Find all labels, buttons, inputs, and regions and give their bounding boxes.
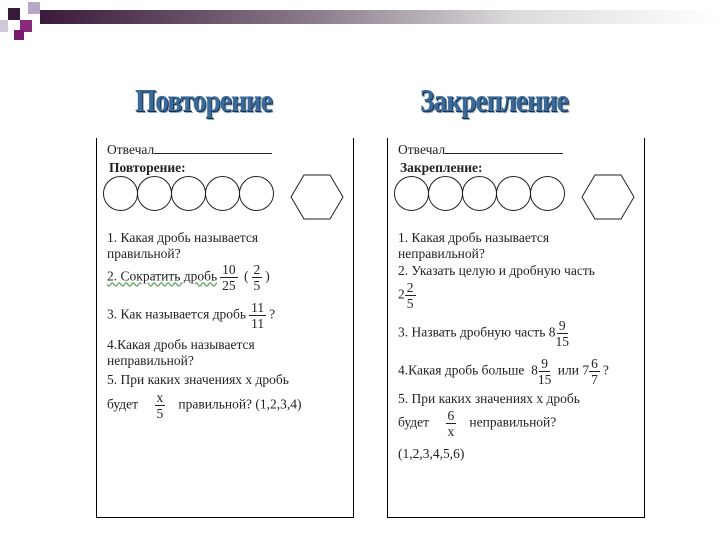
denominator: 15 (555, 334, 569, 349)
circle-shape (530, 176, 565, 211)
fraction (249, 300, 266, 331)
whole-part: 8 (548, 324, 556, 340)
fraction (446, 408, 457, 439)
numerator: 6 (447, 408, 455, 423)
numerator: 2 (253, 262, 261, 277)
question-1: 1. Какая дробь называется (398, 230, 550, 245)
answered-line (107, 142, 272, 158)
question-3 (107, 300, 275, 331)
fraction (555, 318, 569, 349)
circle-shape (496, 176, 531, 211)
question-3 (398, 318, 572, 349)
numerator: 2 (406, 280, 414, 295)
slide-title-left: Повторение (135, 82, 272, 118)
denominator: 25 (222, 278, 236, 293)
fraction (405, 280, 416, 311)
q3-text: 3. Назвать дробную часть (398, 324, 546, 340)
question-2: 2. Указать целую и дробную часть (398, 263, 595, 278)
deco-square (8, 8, 20, 20)
circle-shape (428, 176, 463, 211)
circle-shape (103, 176, 138, 211)
deco-square (28, 2, 40, 14)
denominator: 5 (156, 406, 164, 421)
numerator: 6 (591, 356, 598, 371)
fraction (538, 356, 552, 387)
question-5: 5. При каких значениях х дробь (398, 391, 580, 406)
q5-post: неправильной? (469, 414, 557, 430)
numerator: 10 (222, 262, 236, 277)
paren: ) (265, 268, 270, 284)
header-gradient-bar (40, 10, 720, 24)
mixed-number (398, 280, 419, 311)
question-1-cont: правильной? (107, 246, 181, 261)
q4-text: 4.Какая дробь больше (398, 362, 525, 378)
numerator: 11 (251, 300, 265, 315)
hexagon-shape (581, 174, 635, 220)
paren: ( (244, 268, 249, 284)
question-5-answer: (1,2,3,4,5,6) (398, 446, 465, 461)
fraction (220, 262, 238, 293)
denominator: 11 (251, 316, 265, 331)
fraction (252, 262, 263, 293)
whole-part: 2 (398, 286, 405, 302)
worksheet-right (387, 138, 645, 518)
answered-label: Отвечал (398, 142, 446, 157)
numerator: 9 (541, 356, 548, 371)
circle-row (103, 176, 273, 211)
slide-title-right: Закрепление (420, 82, 568, 118)
numerator: x (156, 390, 164, 405)
circle-shape (394, 176, 429, 211)
deco-square (14, 30, 24, 40)
denominator: 15 (537, 372, 552, 387)
circle-shape (137, 176, 172, 211)
question-4-cont: неправильной? (107, 353, 194, 368)
hexagon-shape (290, 174, 344, 220)
deco-square (0, 20, 8, 32)
circle-shape (239, 176, 274, 211)
worksheet-heading: Повторение: (109, 160, 186, 175)
circle-shape (205, 176, 240, 211)
q3-text: 3. Как называется дробь (107, 306, 247, 322)
q5-pre: будет (398, 414, 430, 430)
question-1-cont: неправильной? (398, 246, 485, 261)
fraction (155, 390, 166, 421)
whole-part: 8 (531, 362, 538, 378)
q3-end: ? (269, 306, 276, 322)
numerator: 9 (558, 318, 566, 333)
question-1: 1. Какая дробь называется (107, 230, 259, 245)
denominator: 5 (253, 278, 261, 293)
circle-row (394, 176, 564, 211)
blank-line (445, 153, 563, 154)
answered-label: Отвечал (107, 142, 155, 157)
question-2 (107, 262, 270, 293)
answered-line (398, 142, 563, 158)
or-text: или (557, 362, 579, 378)
question-4: 4.Какая дробь называется (107, 337, 255, 352)
denominator: x (447, 424, 455, 439)
q5-post: правильной? (1,2,3,4) (178, 396, 302, 412)
q4-end: ? (602, 362, 609, 378)
denominator: 7 (591, 372, 598, 387)
question-5-cont (398, 408, 556, 439)
circle-shape (462, 176, 497, 211)
fraction (589, 356, 600, 387)
circle-shape (171, 176, 206, 211)
whole-part: 7 (582, 362, 590, 378)
question-4 (398, 356, 609, 387)
worksheet-left (96, 138, 354, 518)
denominator: 5 (406, 296, 414, 311)
blank-line (154, 153, 272, 154)
q2-text: 2. Сократить дробь (107, 268, 218, 284)
question-5: 5. При каких значениях х дробь (107, 372, 289, 387)
worksheet-heading: Закрепление: (400, 160, 483, 175)
question-5-cont (107, 390, 302, 421)
q5-pre: будет (107, 396, 139, 412)
